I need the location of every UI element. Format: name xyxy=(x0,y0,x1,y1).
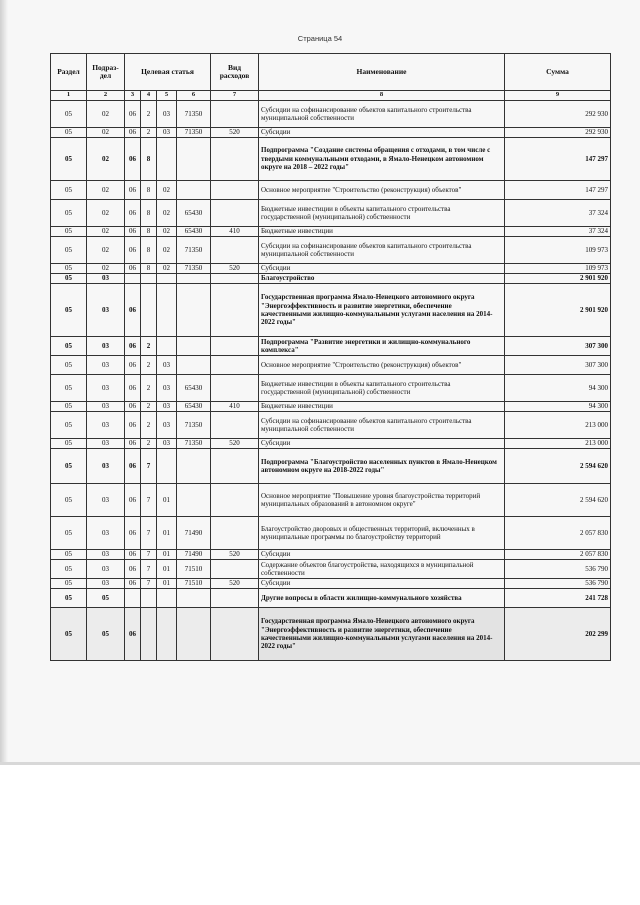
cell-measure xyxy=(157,138,177,181)
cell-subprogram xyxy=(141,284,157,337)
cell-vid-rashodov xyxy=(211,449,259,484)
cell-razdel: 05 xyxy=(51,200,87,227)
cell-razdel: 05 xyxy=(51,264,87,274)
cell-subprogram: 7 xyxy=(141,484,157,517)
cell-podrazdel: 03 xyxy=(87,550,125,560)
cell-summa: 292 930 xyxy=(505,101,611,128)
cell-summa: 307 300 xyxy=(505,337,611,356)
cell-program: 06 xyxy=(125,138,141,181)
cell-summa: 2 594 620 xyxy=(505,484,611,517)
cell-naimenovanie: Субсидии на софинансирование объектов капитального строительства муниципальной собственности xyxy=(259,101,505,128)
cell-podrazdel: 03 xyxy=(87,375,125,402)
cell-podrazdel: 03 xyxy=(87,560,125,579)
table-row xyxy=(51,412,611,439)
cell-measure: 03 xyxy=(157,439,177,449)
cell-subprogram: 8 xyxy=(141,237,157,264)
col-number: 6 xyxy=(177,91,211,101)
cell-subprogram: 7 xyxy=(141,560,157,579)
cell-razdel: 05 xyxy=(51,181,87,200)
cell-vid-rashodov xyxy=(211,517,259,550)
cell-naimenovanie: Основное мероприятие "Повышение уровня благоустройства территорий муниципальных образований в автономном округе" xyxy=(259,484,505,517)
table-row xyxy=(51,550,611,560)
cell-naimenovanie: Субсидии xyxy=(259,439,505,449)
table-row xyxy=(51,264,611,274)
col-number: 5 xyxy=(157,91,177,101)
col-number: 9 xyxy=(505,91,611,101)
cell-podrazdel: 02 xyxy=(87,181,125,200)
cell-naimenovanie: Субсидии xyxy=(259,550,505,560)
cell-direction xyxy=(177,449,211,484)
cell-podrazdel: 02 xyxy=(87,128,125,138)
cell-summa: 241 728 xyxy=(505,589,611,608)
cell-vid-rashodov: 410 xyxy=(211,402,259,412)
cell-direction: 71490 xyxy=(177,550,211,560)
cell-vid-rashodov xyxy=(211,412,259,439)
table-row xyxy=(51,589,611,608)
cell-subprogram xyxy=(141,589,157,608)
cell-measure xyxy=(157,274,177,284)
cell-measure: 02 xyxy=(157,237,177,264)
cell-podrazdel: 02 xyxy=(87,264,125,274)
cell-subprogram: 2 xyxy=(141,337,157,356)
cell-summa: 147 297 xyxy=(505,138,611,181)
cell-direction xyxy=(177,181,211,200)
cell-subprogram: 7 xyxy=(141,449,157,484)
cell-measure: 03 xyxy=(157,412,177,439)
cell-summa: 147 297 xyxy=(505,181,611,200)
cell-podrazdel: 03 xyxy=(87,284,125,337)
cell-vid-rashodov xyxy=(211,560,259,579)
cell-direction xyxy=(177,274,211,284)
cell-subprogram: 2 xyxy=(141,101,157,128)
cell-summa: 2 901 920 xyxy=(505,274,611,284)
cell-summa: 94 300 xyxy=(505,375,611,402)
cell-vid-rashodov: 520 xyxy=(211,128,259,138)
cell-direction xyxy=(177,608,211,661)
table-row xyxy=(51,337,611,356)
cell-measure: 02 xyxy=(157,181,177,200)
table-row xyxy=(51,200,611,227)
cell-summa: 213 000 xyxy=(505,439,611,449)
cell-program: 06 xyxy=(125,375,141,402)
cell-program: 06 xyxy=(125,284,141,337)
cell-naimenovanie: Другие вопросы в области жилищно-коммунального хозяйства xyxy=(259,589,505,608)
cell-razdel: 05 xyxy=(51,138,87,181)
cell-naimenovanie: Государственная программа Ямало-Ненецкого автономного округа "Энергоэффективность и развитие энергетики, обеспечение качественными жилищно-коммунальными услугами населения на 2014-2022 годы" xyxy=(259,608,505,661)
cell-summa: 213 000 xyxy=(505,412,611,439)
cell-razdel: 05 xyxy=(51,237,87,264)
cell-direction: 71350 xyxy=(177,264,211,274)
cell-podrazdel: 03 xyxy=(87,439,125,449)
table-row xyxy=(51,449,611,484)
table-row xyxy=(51,181,611,200)
budget-table xyxy=(50,53,611,661)
cell-direction: 65430 xyxy=(177,375,211,402)
cell-summa: 37 324 xyxy=(505,200,611,227)
cell-measure xyxy=(157,589,177,608)
cell-subprogram: 8 xyxy=(141,181,157,200)
cell-measure: 03 xyxy=(157,128,177,138)
cell-summa: 2 057 830 xyxy=(505,550,611,560)
cell-direction: 71510 xyxy=(177,579,211,589)
cell-program: 06 xyxy=(125,449,141,484)
cell-podrazdel: 02 xyxy=(87,138,125,181)
cell-direction: 71350 xyxy=(177,439,211,449)
cell-vid-rashodov xyxy=(211,356,259,375)
cell-program: 06 xyxy=(125,264,141,274)
cell-razdel: 05 xyxy=(51,589,87,608)
cell-measure: 02 xyxy=(157,227,177,237)
cell-razdel: 05 xyxy=(51,608,87,661)
cell-vid-rashodov xyxy=(211,274,259,284)
cell-podrazdel: 02 xyxy=(87,227,125,237)
table-row xyxy=(51,608,611,661)
cell-razdel: 05 xyxy=(51,402,87,412)
cell-vid-rashodov xyxy=(211,101,259,128)
cell-summa: 536 790 xyxy=(505,560,611,579)
cell-program: 06 xyxy=(125,402,141,412)
cell-direction xyxy=(177,337,211,356)
table-row xyxy=(51,402,611,412)
cell-summa: 202 299 xyxy=(505,608,611,661)
cell-program: 06 xyxy=(125,484,141,517)
cell-vid-rashodov: 520 xyxy=(211,264,259,274)
cell-measure: 01 xyxy=(157,560,177,579)
cell-vid-rashodov xyxy=(211,484,259,517)
table-header-row xyxy=(51,54,611,91)
cell-measure: 03 xyxy=(157,356,177,375)
cell-naimenovanie: Подпрограмма "Благоустройство населенных пунктов в Ямало-Ненецком автономном округе на 2018-2022 годы" xyxy=(259,449,505,484)
col-number: 7 xyxy=(211,91,259,101)
cell-podrazdel: 03 xyxy=(87,517,125,550)
cell-vid-rashodov: 520 xyxy=(211,579,259,589)
cell-razdel: 05 xyxy=(51,227,87,237)
cell-program xyxy=(125,274,141,284)
cell-razdel: 05 xyxy=(51,128,87,138)
cell-razdel: 05 xyxy=(51,517,87,550)
cell-program: 06 xyxy=(125,517,141,550)
table-row xyxy=(51,356,611,375)
cell-summa: 292 930 xyxy=(505,128,611,138)
cell-program: 06 xyxy=(125,412,141,439)
cell-measure: 01 xyxy=(157,484,177,517)
cell-direction: 65430 xyxy=(177,402,211,412)
cell-podrazdel: 02 xyxy=(87,237,125,264)
cell-program: 06 xyxy=(125,550,141,560)
table-row xyxy=(51,560,611,579)
table-row xyxy=(51,274,611,284)
cell-direction xyxy=(177,284,211,337)
cell-razdel: 05 xyxy=(51,579,87,589)
cell-measure: 01 xyxy=(157,517,177,550)
cell-vid-rashodov: 410 xyxy=(211,227,259,237)
cell-subprogram xyxy=(141,274,157,284)
cell-subprogram: 8 xyxy=(141,138,157,181)
cell-podrazdel: 02 xyxy=(87,200,125,227)
cell-summa: 2 057 830 xyxy=(505,517,611,550)
table-row xyxy=(51,101,611,128)
scan-bottom-edge xyxy=(0,762,640,765)
table-row xyxy=(51,517,611,550)
cell-measure: 01 xyxy=(157,550,177,560)
cell-program: 06 xyxy=(125,128,141,138)
col-number: 3 xyxy=(125,91,141,101)
cell-program: 06 xyxy=(125,227,141,237)
cell-razdel: 05 xyxy=(51,337,87,356)
cell-naimenovanie: Содержание объектов благоустройства, находящихся в муниципальной собственности xyxy=(259,560,505,579)
cell-summa: 37 324 xyxy=(505,227,611,237)
cell-measure: 03 xyxy=(157,402,177,412)
cell-summa: 109 973 xyxy=(505,264,611,274)
cell-subprogram: 2 xyxy=(141,375,157,402)
cell-vid-rashodov xyxy=(211,181,259,200)
cell-measure: 01 xyxy=(157,579,177,589)
cell-summa: 2 594 620 xyxy=(505,449,611,484)
cell-naimenovanie: Субсидии на софинансирование объектов капитального строительства муниципальной собственности xyxy=(259,412,505,439)
cell-subprogram: 2 xyxy=(141,128,157,138)
cell-podrazdel: 05 xyxy=(87,589,125,608)
cell-vid-rashodov xyxy=(211,138,259,181)
cell-podrazdel: 03 xyxy=(87,356,125,375)
cell-direction xyxy=(177,589,211,608)
cell-razdel: 05 xyxy=(51,560,87,579)
cell-summa: 94 300 xyxy=(505,402,611,412)
cell-naimenovanie: Бюджетные инвестиции в объекты капитального строительства государственной (муниципальной) собственности xyxy=(259,200,505,227)
cell-program: 06 xyxy=(125,356,141,375)
cell-naimenovanie: Бюджетные инвестиции xyxy=(259,227,505,237)
cell-program: 06 xyxy=(125,101,141,128)
cell-podrazdel: 03 xyxy=(87,274,125,284)
cell-podrazdel: 05 xyxy=(87,608,125,661)
table-row xyxy=(51,138,611,181)
column-number-row xyxy=(51,91,611,101)
cell-naimenovanie: Бюджетные инвестиции xyxy=(259,402,505,412)
cell-direction: 71350 xyxy=(177,101,211,128)
cell-subprogram: 7 xyxy=(141,579,157,589)
cell-subprogram: 8 xyxy=(141,227,157,237)
header-summa: Сумма xyxy=(505,54,611,91)
cell-direction: 71490 xyxy=(177,517,211,550)
cell-vid-rashodov xyxy=(211,608,259,661)
cell-vid-rashodov xyxy=(211,237,259,264)
header-naimenovanie: Наименование xyxy=(259,54,505,91)
cell-podrazdel: 03 xyxy=(87,412,125,439)
cell-vid-rashodov xyxy=(211,337,259,356)
cell-direction: 71510 xyxy=(177,560,211,579)
cell-vid-rashodov xyxy=(211,375,259,402)
cell-razdel: 05 xyxy=(51,356,87,375)
cell-naimenovanie: Субсидии на софинансирование объектов капитального строительства муниципальной собственности xyxy=(259,237,505,264)
cell-program xyxy=(125,589,141,608)
cell-subprogram: 7 xyxy=(141,550,157,560)
cell-measure xyxy=(157,449,177,484)
cell-measure xyxy=(157,284,177,337)
cell-measure xyxy=(157,608,177,661)
cell-summa: 109 973 xyxy=(505,237,611,264)
cell-program: 06 xyxy=(125,181,141,200)
cell-vid-rashodov: 520 xyxy=(211,439,259,449)
cell-naimenovanie: Подпрограмма "Развитие энергетики и жилищно-коммунального комплекса" xyxy=(259,337,505,356)
cell-subprogram: 8 xyxy=(141,264,157,274)
table-row xyxy=(51,439,611,449)
table-row xyxy=(51,237,611,264)
table-row xyxy=(51,579,611,589)
cell-podrazdel: 03 xyxy=(87,484,125,517)
cell-subprogram: 2 xyxy=(141,356,157,375)
cell-subprogram: 2 xyxy=(141,412,157,439)
header-podrazdel: Подраз- дел xyxy=(87,54,125,91)
cell-direction: 65430 xyxy=(177,200,211,227)
cell-vid-rashodov xyxy=(211,200,259,227)
col-number: 2 xyxy=(87,91,125,101)
header-vid-rashodov: Вид расходов xyxy=(211,54,259,91)
cell-summa: 2 901 920 xyxy=(505,284,611,337)
scan-shadow-edge xyxy=(0,0,8,765)
cell-subprogram: 2 xyxy=(141,439,157,449)
cell-summa: 307 300 xyxy=(505,356,611,375)
cell-naimenovanie: Благоустройство дворовых и общественных территорий, включенных в муниципальные программы по благоустройству территорий xyxy=(259,517,505,550)
cell-direction: 71350 xyxy=(177,237,211,264)
cell-program: 06 xyxy=(125,608,141,661)
cell-naimenovanie: Основное мероприятие "Строительство (реконструкция) объектов" xyxy=(259,356,505,375)
cell-summa: 536 790 xyxy=(505,579,611,589)
cell-program: 06 xyxy=(125,439,141,449)
cell-program: 06 xyxy=(125,560,141,579)
col-number: 4 xyxy=(141,91,157,101)
cell-subprogram: 2 xyxy=(141,402,157,412)
cell-podrazdel: 03 xyxy=(87,579,125,589)
cell-naimenovanie: Государственная программа Ямало-Ненецкого автономного округа "Энергоэффективность и развитие энергетики, обеспечение качественными жилищно-коммунальными услугами населения на 2014-2022 годы" xyxy=(259,284,505,337)
header-razdel: Раздел xyxy=(51,54,87,91)
cell-vid-rashodov xyxy=(211,589,259,608)
cell-razdel: 05 xyxy=(51,412,87,439)
cell-razdel: 05 xyxy=(51,274,87,284)
cell-vid-rashodov xyxy=(211,284,259,337)
cell-measure: 03 xyxy=(157,101,177,128)
cell-naimenovanie: Субсидии xyxy=(259,579,505,589)
cell-podrazdel: 03 xyxy=(87,402,125,412)
cell-direction xyxy=(177,484,211,517)
cell-program: 06 xyxy=(125,237,141,264)
cell-direction xyxy=(177,138,211,181)
cell-razdel: 05 xyxy=(51,375,87,402)
cell-naimenovanie: Бюджетные инвестиции в объекты капитального строительства государственной (муниципальной) собственности xyxy=(259,375,505,402)
cell-program: 06 xyxy=(125,337,141,356)
cell-subprogram: 8 xyxy=(141,200,157,227)
cell-naimenovanie: Подпрограмма "Создание системы обращения с отходами, в том числе с твердыми коммунальными отходами, в Ямало-Ненецком автономном округе на 2018 – 2022 годы" xyxy=(259,138,505,181)
cell-naimenovanie: Субсидии xyxy=(259,128,505,138)
cell-measure: 02 xyxy=(157,264,177,274)
cell-podrazdel: 03 xyxy=(87,337,125,356)
cell-subprogram xyxy=(141,608,157,661)
table-row xyxy=(51,484,611,517)
cell-direction: 65430 xyxy=(177,227,211,237)
cell-program: 06 xyxy=(125,200,141,227)
cell-naimenovanie: Основное мероприятие "Строительство (реконструкция) объектов" xyxy=(259,181,505,200)
col-number: 1 xyxy=(51,91,87,101)
cell-direction xyxy=(177,356,211,375)
cell-measure: 02 xyxy=(157,200,177,227)
table-body xyxy=(51,101,611,661)
cell-measure xyxy=(157,337,177,356)
cell-direction: 71350 xyxy=(177,412,211,439)
cell-subprogram: 7 xyxy=(141,517,157,550)
cell-measure: 03 xyxy=(157,375,177,402)
cell-razdel: 05 xyxy=(51,439,87,449)
cell-program: 06 xyxy=(125,579,141,589)
cell-razdel: 05 xyxy=(51,101,87,128)
cell-vid-rashodov: 520 xyxy=(211,550,259,560)
cell-podrazdel: 02 xyxy=(87,101,125,128)
cell-podrazdel: 03 xyxy=(87,449,125,484)
page-number-label: Страница 54 xyxy=(297,34,343,43)
cell-direction: 71350 xyxy=(177,128,211,138)
table-row xyxy=(51,284,611,337)
cell-naimenovanie: Субсидии xyxy=(259,264,505,274)
cell-razdel: 05 xyxy=(51,484,87,517)
table-row xyxy=(51,128,611,138)
header-celevaya-statya: Целевая статья xyxy=(125,54,211,91)
cell-razdel: 05 xyxy=(51,284,87,337)
col-number: 8 xyxy=(259,91,505,101)
table-row xyxy=(51,227,611,237)
cell-razdel: 05 xyxy=(51,550,87,560)
cell-razdel: 05 xyxy=(51,449,87,484)
table-row xyxy=(51,375,611,402)
cell-naimenovanie: Благоустройство xyxy=(259,274,505,284)
